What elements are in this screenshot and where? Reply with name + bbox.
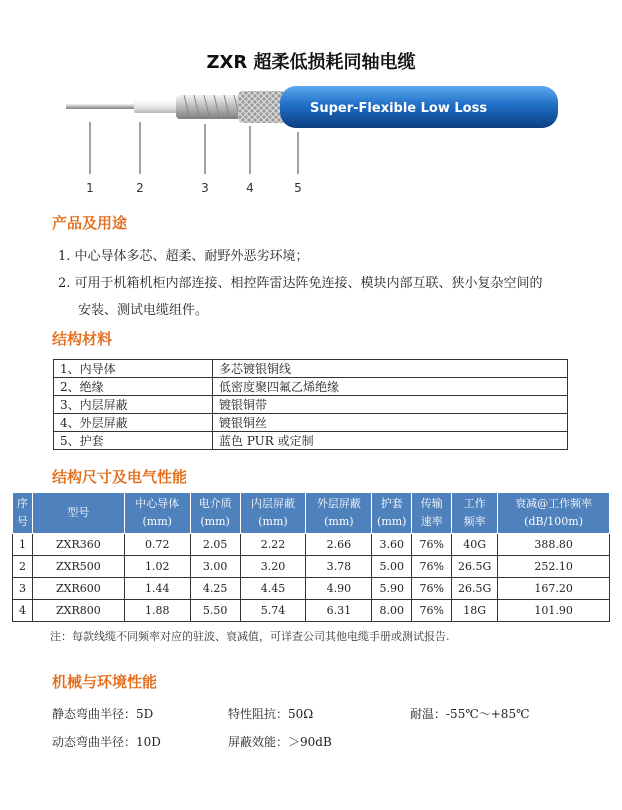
cable-label: Super-Flexible Low Loss — [310, 101, 488, 116]
table-cell: 3.20 — [240, 556, 306, 578]
section-specs: 结构尺寸及电气性能 — [52, 468, 188, 486]
material-value: 低密度聚四氟乙烯绝缘 — [213, 378, 568, 396]
table-cell: 4.25 — [190, 578, 240, 600]
table-cell: 4 — [13, 600, 33, 622]
table-cell: 167.20 — [498, 578, 610, 600]
table-cell: 2.22 — [240, 534, 306, 556]
section-env: 机械与环境性能 — [52, 673, 158, 691]
table-cell: ZXR500 — [32, 556, 124, 578]
label-3: 3 — [201, 181, 209, 195]
material-name: 2、绝缘 — [54, 378, 213, 396]
table-cell: 388.80 — [498, 534, 610, 556]
header-inner-shield: 内层屏蔽 (mm) — [240, 493, 306, 534]
inner-shield — [176, 95, 244, 119]
table-cell: 76% — [412, 534, 452, 556]
table-cell: 3.60 — [372, 534, 412, 556]
table-cell: 5.90 — [372, 578, 412, 600]
table-row — [54, 432, 568, 450]
material-name: 4、外层屏蔽 — [54, 414, 213, 432]
material-name: 5、护套 — [54, 432, 213, 450]
table-cell: 5.74 — [240, 600, 306, 622]
label-1: 1 — [86, 181, 94, 195]
table-cell: ZXR360 — [32, 534, 124, 556]
table-cell: ZXR600 — [32, 578, 124, 600]
material-value: 镀银铜丝 — [213, 414, 568, 432]
material-name: 3、内层屏蔽 — [54, 396, 213, 414]
table-cell: 0.72 — [124, 534, 190, 556]
table-row — [54, 414, 568, 432]
table-cell: 2.05 — [190, 534, 240, 556]
table-cell: 18G — [452, 600, 498, 622]
section-usage: 产品及用途 — [52, 214, 128, 232]
temperature-range: 耐温：-55℃～+85℃ — [410, 707, 530, 721]
label-2: 2 — [136, 181, 144, 195]
usage-item-2: 2. 可用于机箱机柜内部连接、相控阵雷达阵免连接、模块内部互联、狭小复杂空间的 — [58, 276, 543, 291]
table-cell: 3 — [13, 578, 33, 600]
table-cell: 252.10 — [498, 556, 610, 578]
header-outer-shield: 外层屏蔽 (mm) — [306, 493, 372, 534]
table-cell: 4.45 — [240, 578, 306, 600]
table-cell: 101.90 — [498, 600, 610, 622]
header-index: 序 号 — [13, 493, 33, 534]
dynamic-bend-radius: 动态弯曲半径：10D — [52, 735, 161, 749]
table-cell: 6.31 — [306, 600, 372, 622]
material-value: 多芯镀银铜线 — [213, 360, 568, 378]
header-attenuation: 衰减@工作频率 (dB/100m) — [498, 493, 610, 534]
material-value: 镀银铜带 — [213, 396, 568, 414]
header-frequency: 工作 频率 — [452, 493, 498, 534]
table-cell: 5.50 — [190, 600, 240, 622]
table-cell: 2.66 — [306, 534, 372, 556]
table-cell: 1.44 — [124, 578, 190, 600]
table-cell: 1.02 — [124, 556, 190, 578]
table-cell: 3.78 — [306, 556, 372, 578]
outer-shield — [238, 91, 286, 123]
table-row — [13, 578, 610, 600]
materials-table — [53, 359, 568, 450]
label-4: 4 — [246, 181, 254, 195]
section-materials: 结构材料 — [52, 330, 113, 348]
label-5: 5 — [294, 181, 302, 195]
table-cell: 76% — [412, 556, 452, 578]
specs-table — [12, 492, 610, 622]
table-cell: 5.00 — [372, 556, 412, 578]
table-cell: 76% — [412, 600, 452, 622]
characteristic-impedance: 特性阻抗：50Ω — [228, 707, 314, 721]
material-name: 1、内导体 — [54, 360, 213, 378]
material-value: 蓝色 PUR 或定制 — [213, 432, 568, 450]
table-row — [13, 600, 610, 622]
table-cell: 8.00 — [372, 600, 412, 622]
cable-diagram — [60, 84, 560, 199]
header-velocity: 传输 速率 — [412, 493, 452, 534]
shielding-effectiveness: 屏蔽效能：＞90dB — [228, 735, 332, 749]
inner-conductor — [66, 104, 136, 109]
table-cell: 40G — [452, 534, 498, 556]
insulation — [134, 100, 182, 113]
table-row — [54, 396, 568, 414]
header-center-conductor: 中心导体 (mm) — [124, 493, 190, 534]
header-dielectric: 电介质 (mm) — [190, 493, 240, 534]
table-row — [13, 534, 610, 556]
table-row — [54, 360, 568, 378]
header-jacket: 护套 (mm) — [372, 493, 412, 534]
static-bend-radius: 静态弯曲半径：5D — [52, 707, 154, 721]
specs-header-row — [13, 493, 610, 534]
table-cell: 3.00 — [190, 556, 240, 578]
table-cell: 26.5G — [452, 578, 498, 600]
page-title: ZXR 超柔低损耗同轴电缆 — [206, 52, 416, 73]
table-cell: 1 — [13, 534, 33, 556]
table-cell: 2 — [13, 556, 33, 578]
table-cell: 76% — [412, 578, 452, 600]
table-row — [54, 378, 568, 396]
specs-note: 注：每款线缆不同频率对应的驻波、衰减值，可详查公司其他电缆手册或测试报告. — [50, 630, 450, 643]
table-cell: ZXR800 — [32, 600, 124, 622]
header-model: 型号 — [32, 493, 124, 534]
table-cell: 26.5G — [452, 556, 498, 578]
table-cell: 4.90 — [306, 578, 372, 600]
usage-item-1: 1. 中心导体多芯、超柔、耐野外恶劣环境； — [58, 249, 309, 264]
table-cell: 1.88 — [124, 600, 190, 622]
table-row — [13, 556, 610, 578]
usage-item-2-cont: 安装、测试电缆组件。 — [78, 303, 209, 318]
